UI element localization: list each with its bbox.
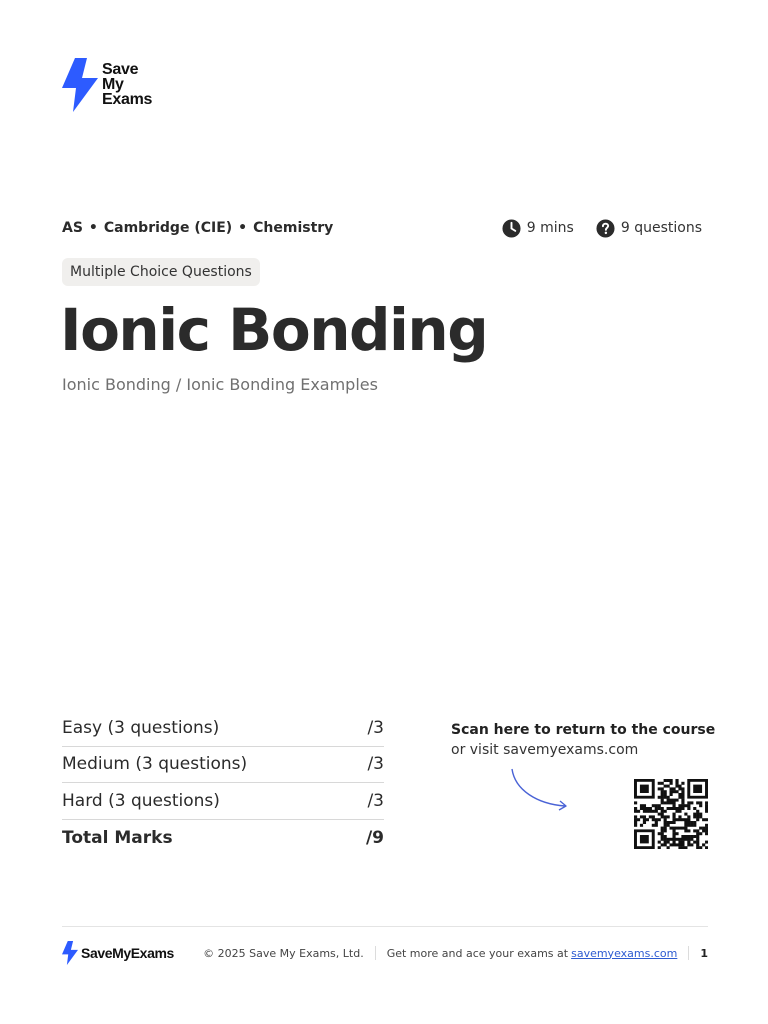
breadcrumb-board: Cambridge (CIE): [103, 220, 233, 236]
duration-stat: [502, 219, 574, 238]
lightning-bolt-icon: [62, 941, 78, 965]
footer-separator: [375, 946, 376, 960]
duration-text: 9 mins: [526, 220, 574, 236]
breadcrumb: [62, 220, 333, 236]
footer-separator: [688, 946, 689, 960]
marks-row-value: /3: [367, 790, 384, 811]
marks-row-easy: [62, 710, 384, 747]
marks-row-label: Medium (3 questions): [62, 754, 248, 775]
meta-row: [62, 218, 702, 238]
marks-row-hard: [62, 783, 384, 820]
question-type-badge: Multiple Choice Questions: [62, 258, 260, 286]
marks-row-total: [62, 820, 384, 857]
breadcrumb-separator: •: [88, 220, 98, 236]
scan-block: [451, 722, 721, 758]
footer: [62, 940, 708, 966]
marks-table: [62, 710, 384, 856]
footer-copyright: © 2025 Save My Exams, Ltd.: [203, 946, 364, 960]
brand-logo: [62, 58, 162, 112]
curved-arrow-icon: [509, 766, 573, 814]
marks-row-label: Hard (3 questions): [62, 790, 220, 811]
total-marks-value: /9: [365, 827, 384, 848]
footer-info: [203, 946, 708, 960]
page-title: Ionic Bonding: [60, 296, 488, 364]
stats: [480, 219, 702, 238]
footer-logo: [62, 941, 174, 965]
breadcrumb-subject: Chemistry: [253, 220, 334, 236]
total-marks-label: Total Marks: [62, 827, 173, 848]
breadcrumb-level: AS: [62, 220, 83, 236]
lightning-bolt-icon: [62, 58, 98, 112]
scan-title: Scan here to return to the course: [451, 722, 716, 738]
question-circle-icon: [596, 219, 615, 238]
footer-brand-name: SaveMyExams: [81, 945, 174, 961]
page-subtitle: Ionic Bonding / Ionic Bonding Examples: [62, 375, 378, 394]
footer-website-link[interactable]: savemyexams.com: [571, 946, 678, 960]
qr-code-icon[interactable]: [634, 779, 708, 849]
clock-icon: [502, 219, 521, 238]
questions-stat: [596, 219, 702, 238]
brand-logo-text: Save My Exams: [102, 61, 153, 108]
questions-text: 9 questions: [620, 220, 702, 236]
scan-subtitle: or visit savemyexams.com: [451, 742, 639, 758]
marks-row-medium: [62, 747, 384, 784]
page-number: 1: [700, 946, 708, 960]
footer-divider: [62, 926, 708, 927]
breadcrumb-separator: •: [238, 220, 248, 236]
footer-cta: Get more and ace your exams at: [386, 946, 569, 960]
marks-row-value: /3: [367, 717, 384, 738]
marks-row-label: Easy (3 questions): [62, 717, 220, 738]
marks-row-value: /3: [367, 754, 384, 775]
